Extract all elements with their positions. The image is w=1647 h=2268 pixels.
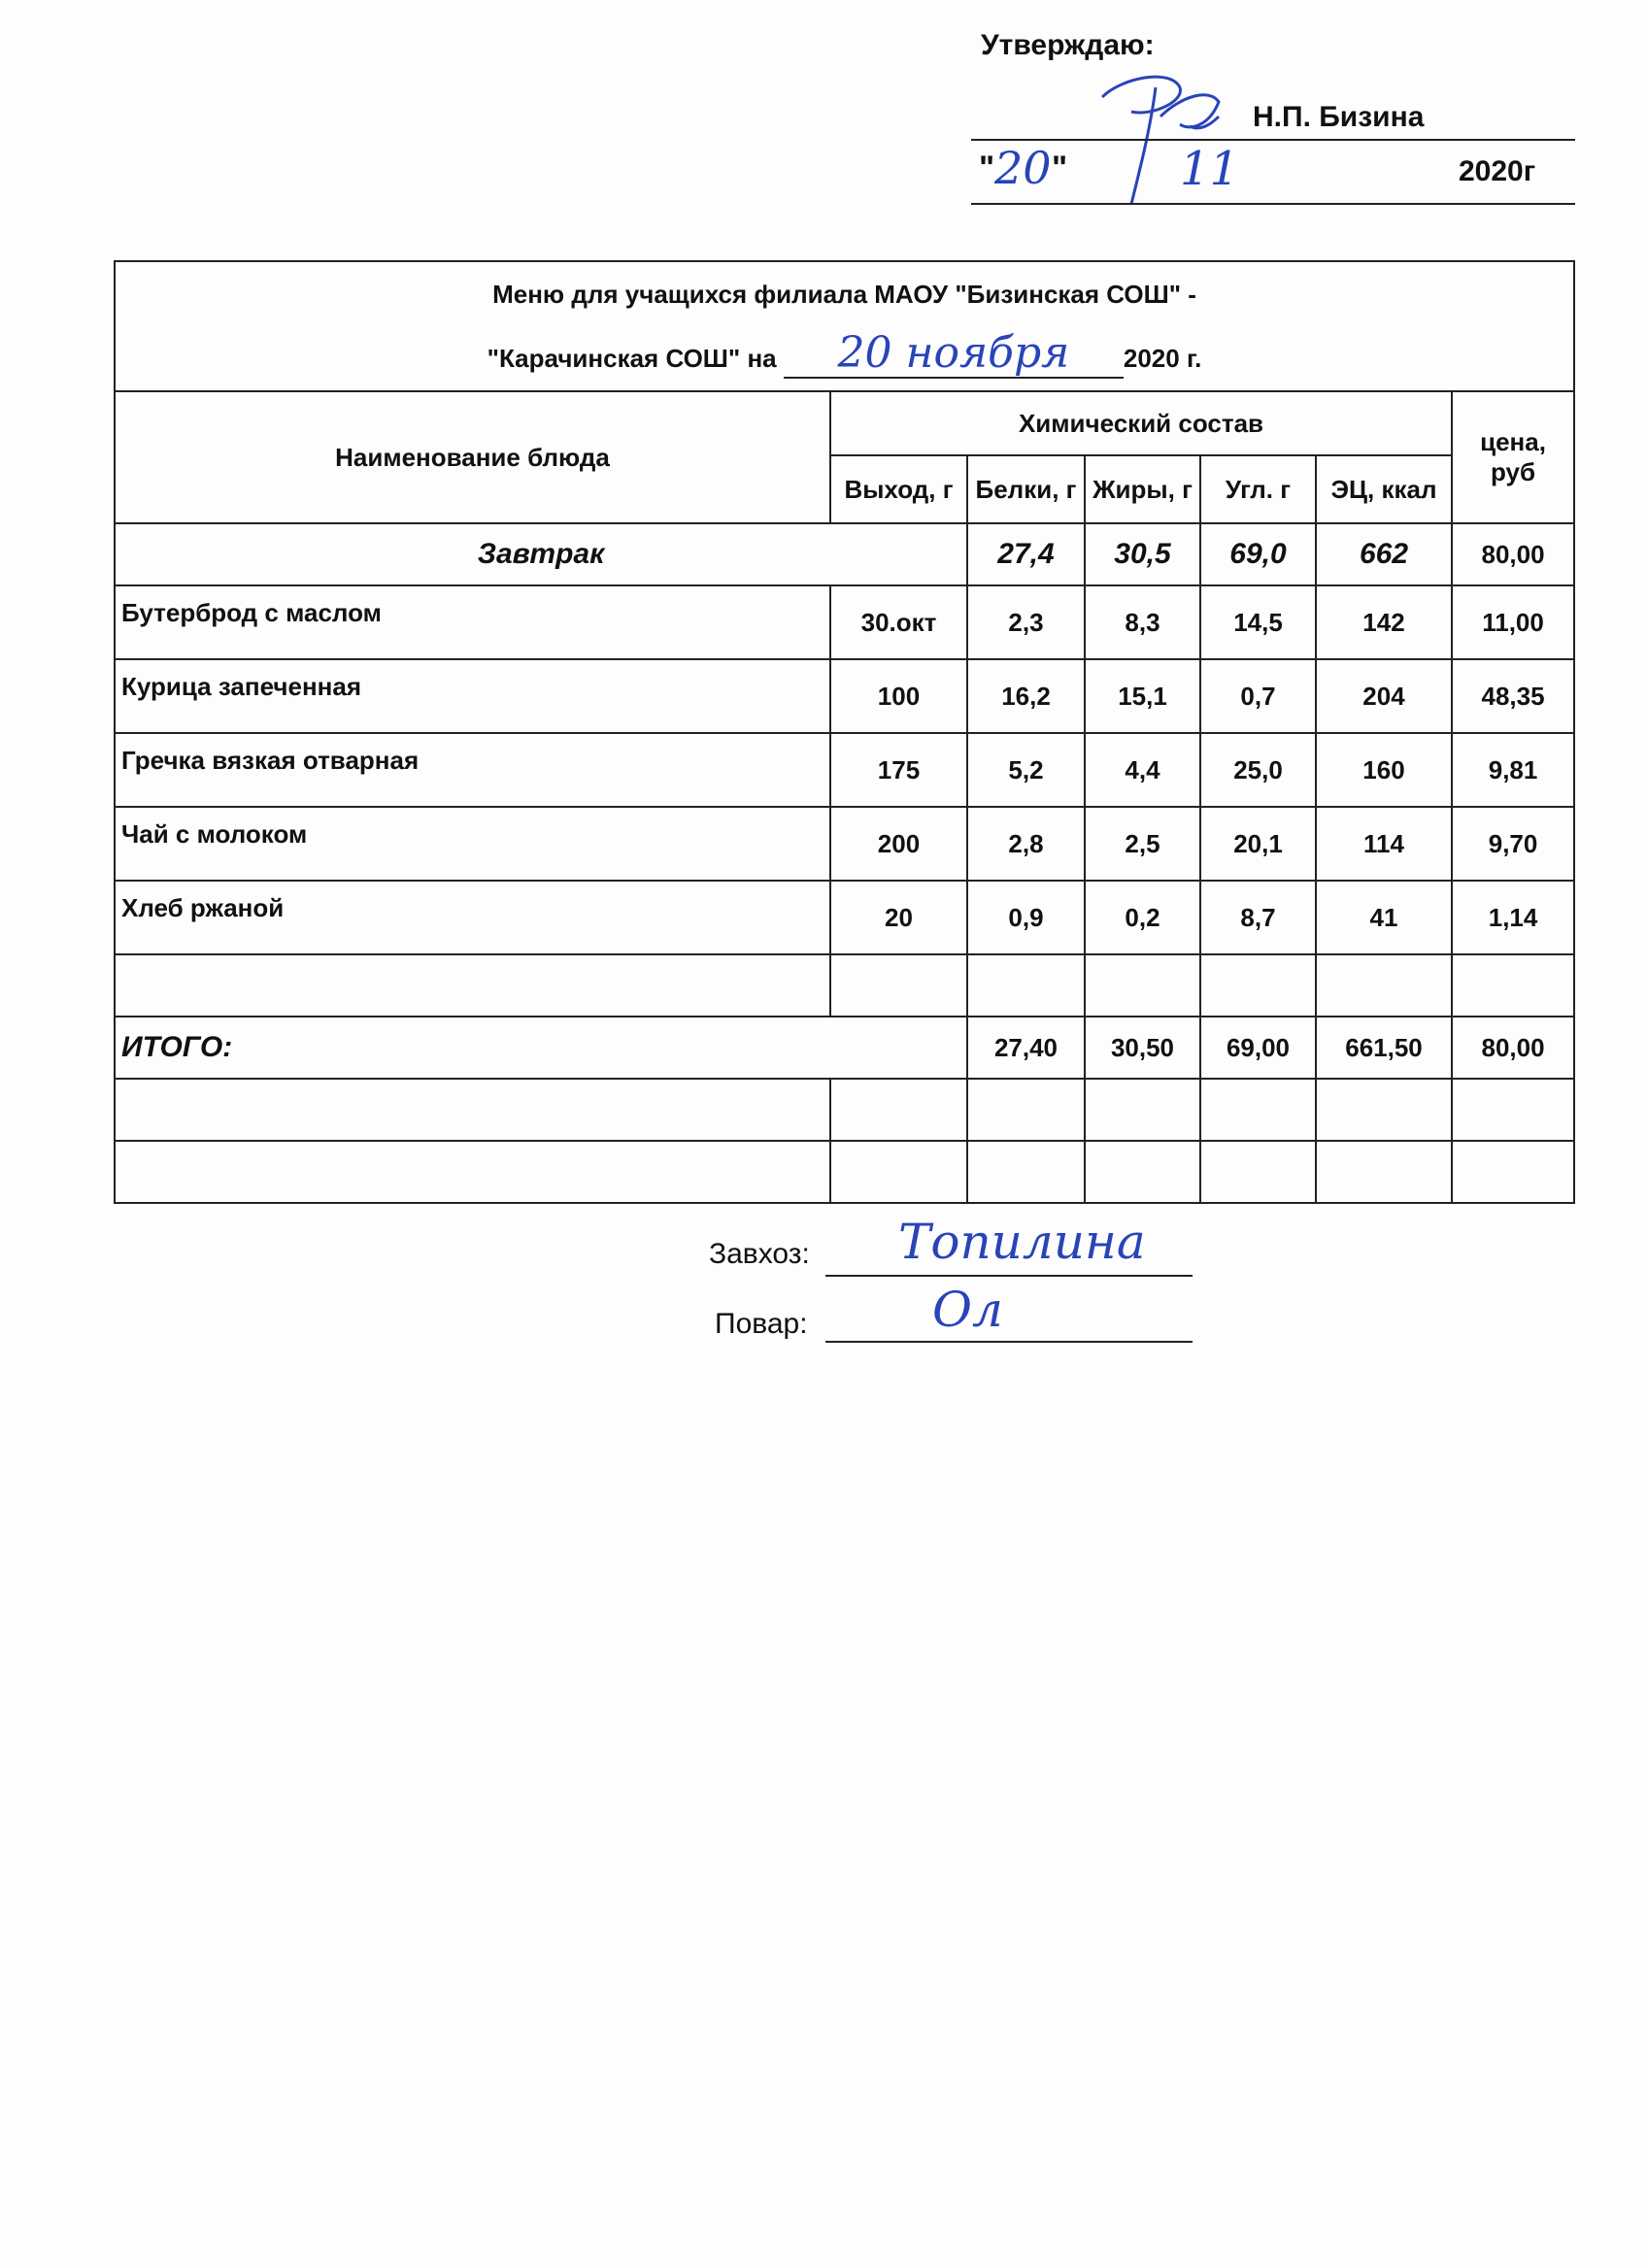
povar-label: Повар: xyxy=(715,1308,808,1340)
meal-carb: 69,0 xyxy=(1200,523,1316,585)
dish-fat: 0,2 xyxy=(1085,881,1200,954)
povar-line xyxy=(825,1341,1193,1343)
table-row xyxy=(115,585,1574,659)
zavhoz-signature: Топилина xyxy=(898,1214,1146,1270)
meal-row xyxy=(115,523,1574,585)
dish-name: Хлеб ржаной xyxy=(115,881,830,954)
dish-carb: 14,5 xyxy=(1200,585,1316,659)
dish-yield: 30.окт xyxy=(830,585,967,659)
dish-carb: 8,7 xyxy=(1200,881,1316,954)
dish-yield: 175 xyxy=(830,733,967,807)
header-carb: Угл. г xyxy=(1200,455,1316,523)
dish-price: 48,35 xyxy=(1452,659,1574,733)
header-name: Наименование блюда xyxy=(115,391,830,523)
dish-fat: 15,1 xyxy=(1085,659,1200,733)
dish-carb: 20,1 xyxy=(1200,807,1316,881)
total-fat: 30,50 xyxy=(1085,1017,1200,1079)
dish-energy: 204 xyxy=(1316,659,1452,733)
dish-fat: 4,4 xyxy=(1085,733,1200,807)
approval-day: 20 xyxy=(994,142,1052,194)
table-row xyxy=(115,659,1574,733)
menu-title xyxy=(115,261,1574,391)
header-price: цена, руб xyxy=(1452,391,1574,523)
dish-fat: 2,5 xyxy=(1085,807,1200,881)
dish-name: Гречка вязкая отварная xyxy=(115,733,830,807)
meal-name: Завтрак xyxy=(115,523,967,585)
total-row xyxy=(115,1017,1574,1079)
table-row xyxy=(115,881,1574,954)
dish-price: 9,70 xyxy=(1452,807,1574,881)
total-price: 80,00 xyxy=(1452,1017,1574,1079)
approval-month: 11 xyxy=(1180,142,1240,196)
quote-close: " xyxy=(1052,150,1068,186)
meal-price: 80,00 xyxy=(1452,523,1574,585)
approver-name: Н.П. Бизина xyxy=(1253,101,1425,133)
empty-row xyxy=(115,1141,1574,1203)
dish-yield: 200 xyxy=(830,807,967,881)
table-row xyxy=(115,807,1574,881)
approval-label: Утверждаю: xyxy=(981,29,1155,61)
header-energy: ЭЦ, ккал xyxy=(1316,455,1452,523)
table-row xyxy=(115,733,1574,807)
meal-protein: 27,4 xyxy=(967,523,1085,585)
dish-energy: 160 xyxy=(1316,733,1452,807)
dish-protein: 0,9 xyxy=(967,881,1085,954)
dish-yield: 20 xyxy=(830,881,967,954)
title-line2-suffix: 2020 г. xyxy=(1123,344,1202,373)
dish-fat: 8,3 xyxy=(1085,585,1200,659)
dish-name: Бутерброд с маслом xyxy=(115,585,830,659)
empty-row xyxy=(115,1079,1574,1141)
title-line2-prefix: "Карачинская СОШ" на xyxy=(487,344,777,373)
title-line1: Меню для учащихся филиала МАОУ "Бизинская СОШ" - xyxy=(492,280,1196,309)
dish-energy: 41 xyxy=(1316,881,1452,954)
empty-row xyxy=(115,954,1574,1017)
povar-signature: Ол xyxy=(932,1282,1003,1338)
header-yield: Выход, г xyxy=(830,455,967,523)
approval-line xyxy=(971,139,1575,141)
dish-protein: 5,2 xyxy=(967,733,1085,807)
total-carb: 69,00 xyxy=(1200,1017,1316,1079)
quote-open: " xyxy=(979,150,995,186)
dish-name: Курица запеченная xyxy=(115,659,830,733)
header-fat: Жиры, г xyxy=(1085,455,1200,523)
zavhoz-label: Завхоз: xyxy=(709,1238,810,1270)
dish-carb: 25,0 xyxy=(1200,733,1316,807)
dish-name: Чай с молоком xyxy=(115,807,830,881)
zavhoz-line xyxy=(825,1275,1193,1277)
dish-carb: 0,7 xyxy=(1200,659,1316,733)
meal-fat: 30,5 xyxy=(1085,523,1200,585)
approval-year: 2020г xyxy=(1459,155,1536,187)
total-label: ИТОГО: xyxy=(115,1017,967,1079)
dish-yield: 100 xyxy=(830,659,967,733)
dish-protein: 16,2 xyxy=(967,659,1085,733)
header-protein: Белки, г xyxy=(967,455,1085,523)
total-protein: 27,40 xyxy=(967,1017,1085,1079)
dish-energy: 142 xyxy=(1316,585,1452,659)
meal-energy: 662 xyxy=(1316,523,1452,585)
dish-price: 9,81 xyxy=(1452,733,1574,807)
dish-price: 11,00 xyxy=(1452,585,1574,659)
dish-protein: 2,3 xyxy=(967,585,1085,659)
dish-price: 1,14 xyxy=(1452,881,1574,954)
total-energy: 661,50 xyxy=(1316,1017,1452,1079)
dish-energy: 114 xyxy=(1316,807,1452,881)
header-chem: Химический состав xyxy=(830,391,1452,455)
title-date: 20 ноября xyxy=(784,330,1124,379)
dish-protein: 2,8 xyxy=(967,807,1085,881)
menu-table xyxy=(114,260,1575,1204)
approval-date-line xyxy=(971,203,1575,205)
